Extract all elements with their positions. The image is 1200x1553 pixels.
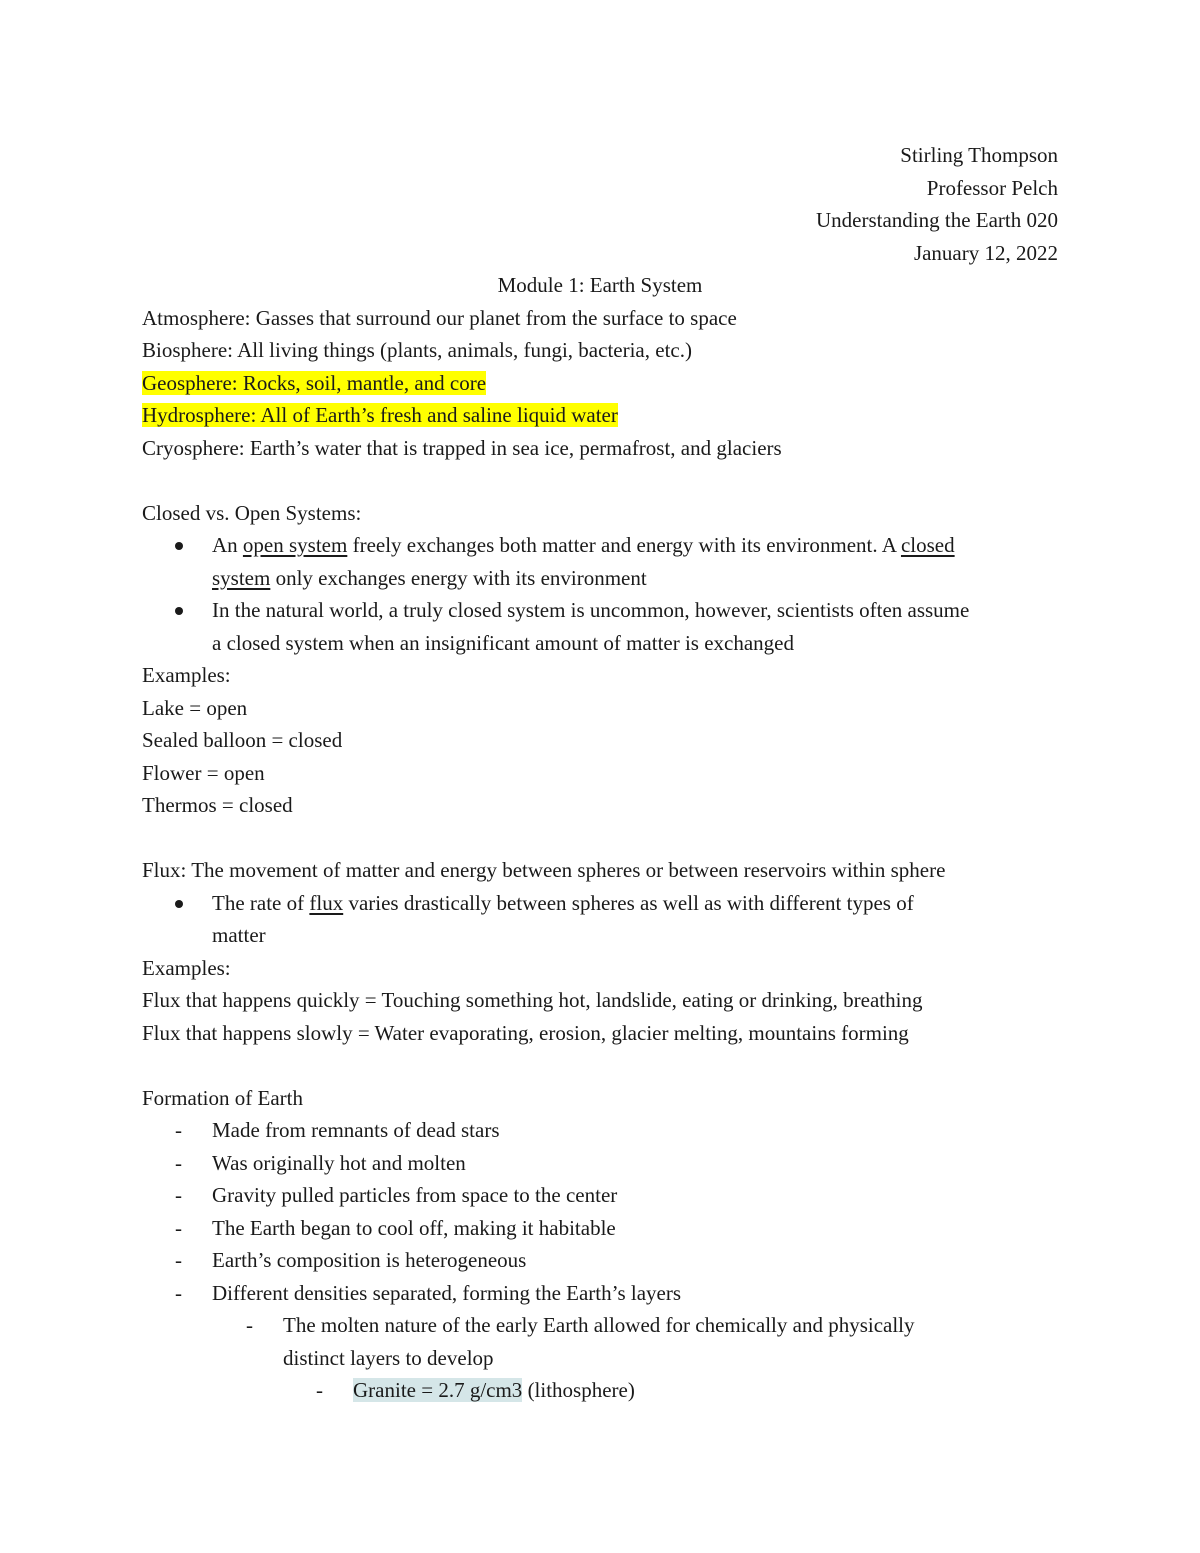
page-title: Module 1: Earth System (497, 273, 703, 297)
flux-term: flux (309, 890, 344, 915)
flux-examples-label: Examples: (142, 955, 231, 980)
list-item: - Gravity pulled particles from space to the center (175, 1183, 618, 1207)
professor-name: Professor Pelch (926, 175, 1058, 200)
systems-bullet-list (142, 529, 1062, 659)
closed-system-term: closed (900, 533, 955, 557)
atmosphere-definition: Atmosphere: Gasses that surround our planet from the surface to space (142, 305, 737, 330)
flux-slow-example: Flux that happens slowly = Water evaporating, erosion, glacier melting, mountains forming (142, 1020, 909, 1045)
flux-definition: Flux: The movement of matter and energy between spheres or between reservoirs within sphere (142, 858, 946, 882)
closed-system-term-cont: system (212, 565, 271, 590)
list-item: - The Earth began to cool off, making it habitable (175, 1215, 616, 1240)
example-item: Lake = open (142, 695, 248, 720)
hydrosphere-definition: Hydrosphere: All of Earth’s fresh and saline liquid water (142, 403, 618, 427)
geosphere-definition: Geosphere: Rocks, soil, mantle, and core (142, 370, 487, 395)
systems-heading: Closed vs. Open Systems: (142, 500, 362, 525)
cryosphere-definition: Cryosphere: Earth’s water that is trapped in sea ice, permafrost, and glaciers (142, 435, 782, 460)
document-date: January 12, 2022 (913, 240, 1058, 265)
list-item: - Earth’s composition is heterogeneous (175, 1248, 527, 1272)
granite-density: Granite = 2.7 g/cm3 (353, 1378, 523, 1402)
formation-heading: Formation of Earth (142, 1085, 303, 1110)
header-block (816, 139, 1058, 269)
formation-list (142, 1114, 1062, 1407)
list-item: An open system freely exchanges both matter and energy with its environment. A closed system only exchanges energy with its environment (142, 529, 1062, 594)
list-item: In the natural world, a truly closed system is uncommon, however, scientists often assume a closed system when an insignificant amount of matter is exchanged (142, 594, 1062, 659)
biosphere-definition: Biosphere: All living things (plants, animals, fungi, bacteria, etc.) (142, 338, 692, 362)
list-item: The rate of flux varies drastically between spheres as well as with different types of matter (142, 887, 1062, 952)
systems-examples-label: Examples: (142, 663, 231, 687)
list-item: - Granite = 2.7 g/cm3 (lithosphere) (316, 1378, 635, 1402)
example-item: Flower = open (142, 760, 265, 785)
author-name: Stirling Thompson (900, 143, 1058, 167)
document-body (142, 269, 1062, 1407)
example-item: Thermos = closed (142, 793, 293, 817)
bullet-icon (175, 542, 183, 550)
bullet-icon (175, 607, 183, 615)
flux-quick-example: Flux that happens quickly = Touching something hot, landslide, eating or drinking, breathing (142, 988, 923, 1012)
list-item: - Made from remnants of dead stars (175, 1118, 500, 1142)
open-system-term: open system (242, 533, 348, 557)
course-name: Understanding the Earth 020 (815, 208, 1058, 232)
list-item: - Different densities separated, forming the Earth’s layers (175, 1280, 682, 1305)
bullet-icon (175, 900, 183, 908)
list-item: - Was originally hot and molten (175, 1150, 466, 1175)
example-item: Sealed balloon = closed (142, 728, 343, 752)
flux-bullet-list (142, 887, 1062, 952)
list-item: - The molten nature of the early Earth allowed for chemically and physically distinct layers to develop (246, 1313, 915, 1370)
